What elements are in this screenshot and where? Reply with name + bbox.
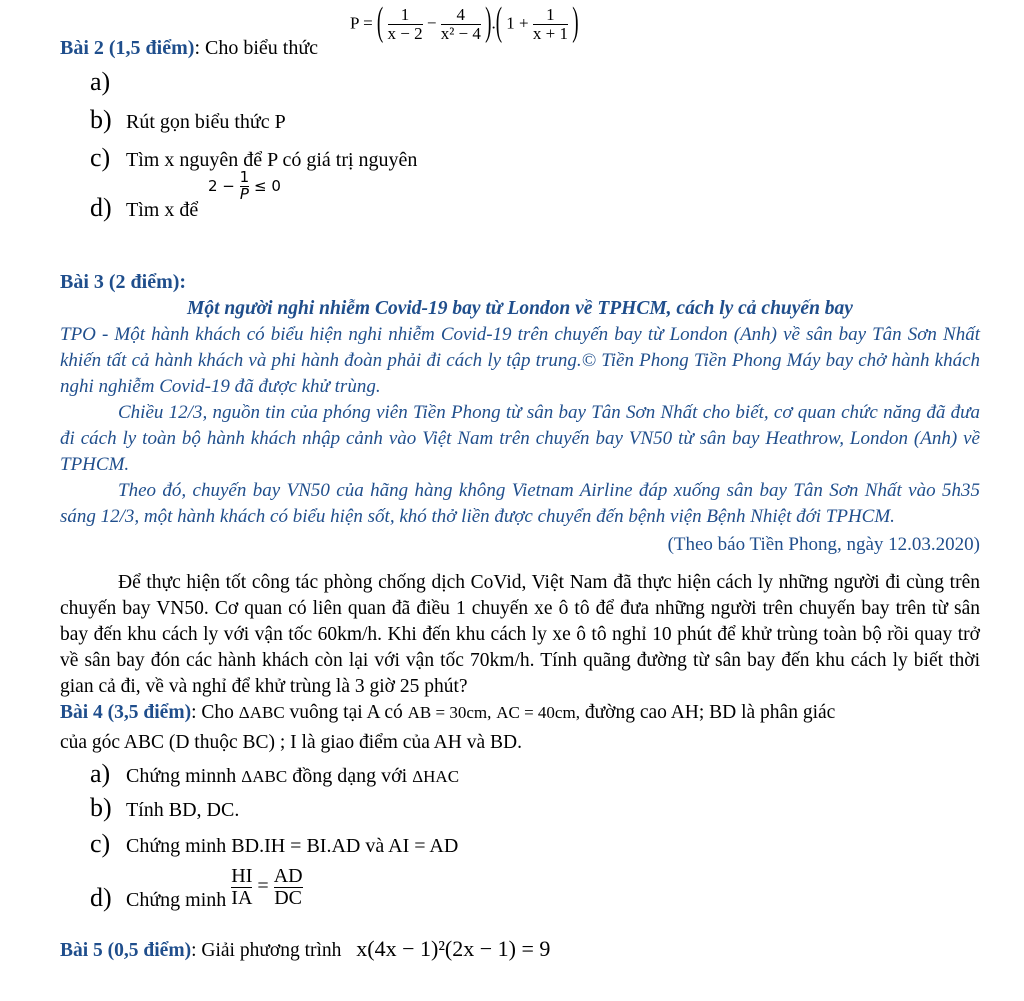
bai5-heading: Bài 5 (0,5 điểm): [60, 940, 192, 961]
bai2-heading: Bài 2 (1,5 điểm): [60, 37, 195, 59]
news-title: Một người nghi nhiễm Covid-19 bay từ London về TPHCM, cách ly cả chuyến bay: [187, 298, 853, 319]
bai3-problem: Để thực hiện tốt công tác phòng chống dịch CoVid, Việt Nam đã thực hiện cách ly những người đi cùng trên chuyến bay VN50. Cơ quan có liên quan đã điều 1 chuyến xe ô tô để đưa những người trên chuyến bay trên từ sân bay đến khu cách ly với vận tốc 60km/h. Khi đến khu cách ly xe ô tô nghỉ 10 phút để khử trùng toàn bộ rồi quay trở về sân bay đón các hành khách còn lại với vận tốc 70km/h. Tính quãng đường từ sân bay đến khu cách ly biết thời gian cả đi, về và nghỉ để khử trùng là 3 giờ 25 phút?: [60, 572, 980, 697]
bai2-inequality: 2 − $\frac{1}{P}$ ≤ 0: [208, 168, 281, 203]
fraction-1: $\frac{1}{x - 2}$: [387, 5, 423, 43]
news-paragraph-2: Chiều 12/3, nguồn tin của phóng viên Tiền Phong từ sân bay Tân Sơn Nhất cho biết, cơ quan chức năng đã đưa đi cách ly toàn bộ hành khách nhập cảnh vào Việt Nam trên chuyến bay VN50 từ sân bay Heathrow, London (Anh) về TPHCM.: [60, 402, 980, 475]
bai4-item-b: b) Tính BD, DC.: [90, 793, 240, 822]
bai2-item-d: d) Tìm x để: [90, 193, 199, 222]
news-paragraph-3: Theo đó, chuyến bay VN50 của hãng hàng không Vietnam Airline đáp xuống sân bay Tân Sơn Nhất vào 5h35 sáng 12/3, một hành khách có biểu hiện sốt, khó thở liền được chuyển đến bệnh viện Bệnh Nhiệt đới TPHCM.: [60, 480, 980, 527]
d-fraction-2: $\frac{AD}{DC}$: [273, 865, 303, 909]
bai2-formula: P = ( $\frac{1}{x - 2}$ − $\frac{4}{\text{x² − 4}}$ ).( 1 + $\frac{1}{x + 1}$ ): [350, 1, 579, 46]
bai4-item-c: c) Chứng minh BD.IH = BI.AD và AI = AD: [90, 829, 459, 858]
ineq-fraction: $\frac{1}{P}$: [239, 168, 250, 203]
bai2-item-c: c) Tìm x nguyên để P có giá trị nguyên: [90, 143, 418, 172]
fraction-2: $\frac{4}{\text{x² − 4}}$: [440, 5, 481, 43]
fraction-3: $\frac{1}{x + 1}$: [532, 5, 568, 43]
bai5-line: Bài 5 (0,5 điểm): Giải phương trình x(4x − 1)²(2x − 1) = 9: [60, 936, 551, 961]
bai4-heading: Bài 4 (3,5 điểm): [60, 702, 192, 723]
bai2-item-b: b) Rút gọn biểu thức P: [90, 105, 286, 134]
bai2-intro: : Cho biểu thức: [194, 37, 319, 59]
news-article: [60, 296, 980, 558]
d-fraction-1: $\frac{HI}{IA}$: [231, 865, 253, 909]
bai3-heading: Bài 3 (2 điểm):: [60, 271, 187, 293]
bai4-item-d: d) Chứng minh $\frac{HI}{IA}$ = $\frac{AD}{DC}$: [90, 865, 303, 913]
bai2-heading-line: [60, 36, 318, 60]
bai5-equation: x(4x − 1)²(2x − 1) = 9: [356, 936, 551, 961]
bai2-item-a: a): [90, 67, 111, 96]
news-source: (Theo báo Tiền Phong, ngày 12.03.2020): [667, 534, 980, 555]
bai4-line1: Bài 4 (3,5 điểm): Cho ΔABC vuông tại A có AB = 30cm, AC = 40cm, đường cao AH; BD là phân giác: [60, 702, 836, 723]
formula-lhs: P =: [350, 13, 373, 33]
bai4-item-a: a) Chứng minnh ΔABC đồng dạng với ΔHAC: [90, 759, 460, 788]
news-paragraph-1: TPO - Một hành khách có biểu hiện nghi nhiễm Covid-19 trên chuyến bay từ London (Anh) về sân bay Tân Sơn Nhất khiến tất cả hành khách và phi hành đoàn phải đi cách ly tập trung.© Tiền Phong Tiền Phong Máy bay chở hành khách nghi nghiễm Covid-19 đã được khử trùng.: [60, 324, 980, 397]
bai4-line2: của góc ABC (D thuộc BC) ; I là giao điểm của AH và BD.: [60, 732, 522, 753]
